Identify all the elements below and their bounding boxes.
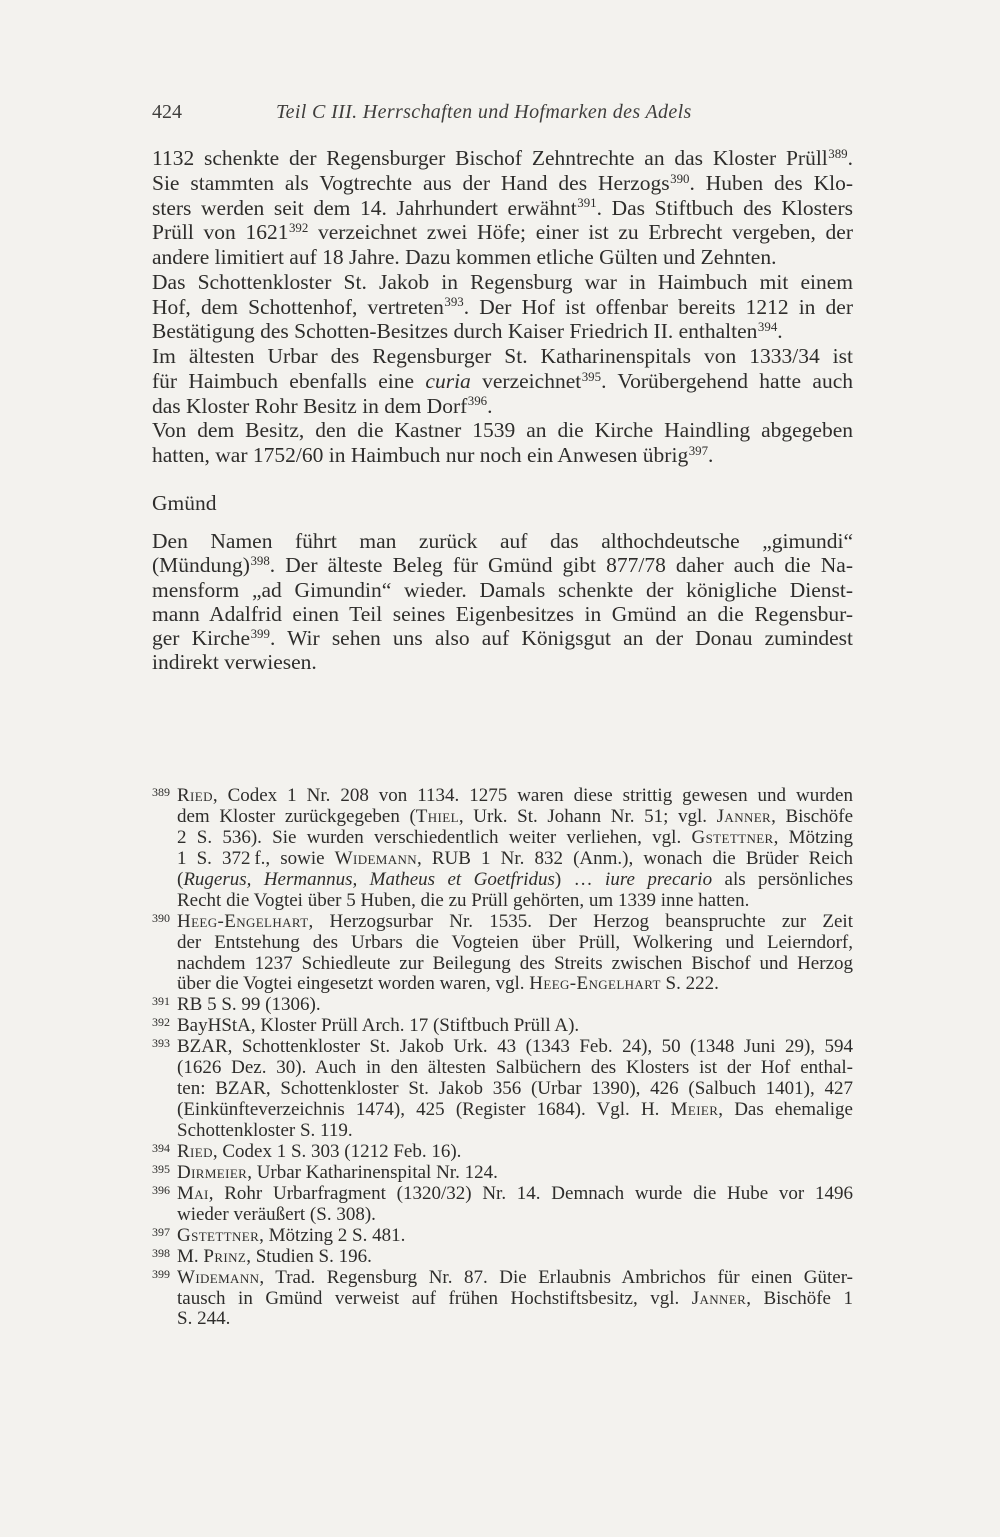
text-run: , Das ehemalige [718, 1099, 853, 1121]
text-line [152, 1205, 853, 1226]
text-line [152, 1268, 853, 1289]
text-run: , Urbar Katharinenspital Nr. 124. [247, 1161, 498, 1183]
text-run: S. 222. [660, 973, 719, 995]
text-run: Von dem Besitz, den die Kastner 1539 an die Kirche Haindling abgegeben [152, 418, 853, 443]
text-line [152, 1247, 853, 1268]
footnote-number: 390 [152, 910, 170, 925]
text-line [152, 1058, 853, 1079]
text-line [152, 418, 853, 443]
text-line [152, 245, 853, 270]
author-name: Heeg-Engelhart [177, 910, 309, 932]
text-run: für Haimbuch ebenfalls eine [152, 368, 426, 393]
footnote-number: 391 [152, 994, 170, 1009]
author-name: Ried [177, 785, 213, 806]
text-run: , Codex 1 Nr. 208 von 1134. 1275 waren diese strittig gewesen und wurden [212, 785, 853, 806]
author-name: Prinz [203, 1245, 247, 1267]
text-line [152, 933, 853, 954]
running-header [152, 99, 853, 125]
paragraph [152, 529, 853, 675]
footnote-number: 397 [152, 1224, 170, 1239]
footnote-reference: 391 [577, 196, 597, 211]
section-text [152, 529, 853, 675]
text-line [152, 870, 853, 891]
text-line [152, 1016, 853, 1037]
text-line [152, 1100, 853, 1121]
text-line [152, 954, 853, 975]
text-run: 1 S. 372 f., sowie [177, 847, 335, 869]
section-heading: Gmünd [152, 491, 217, 515]
text-line [152, 626, 853, 650]
footnote-reference: 392 [288, 221, 309, 236]
text-line [152, 1184, 853, 1205]
italic-text: curia [425, 368, 471, 393]
text-line [152, 369, 853, 394]
footnote-number: 392 [152, 1015, 170, 1030]
author-name: Janner [716, 805, 772, 827]
text-line [152, 553, 853, 577]
text-run: . Huben des Klo- [689, 170, 853, 195]
text-line [152, 849, 853, 870]
text-run: , Trad. Regensburg Nr. 87. Die Erlaubnis Ambrichos für einen Güter- [259, 1266, 853, 1288]
text-run: . Vorübergehend hatte auch [601, 368, 854, 393]
footnote-reference: 389 [828, 146, 848, 161]
footnote [152, 1163, 853, 1184]
author-name: Thiel [415, 805, 459, 827]
text-line [152, 319, 853, 344]
paragraph [152, 418, 853, 468]
author-name: Heeg-Engelhart [529, 973, 661, 995]
text-run: Sie stammten als Vogtrechte aus der Hand des Herzogs [152, 170, 670, 195]
author-name: Meier [670, 1099, 719, 1121]
text-run: (Mündung) [152, 553, 250, 578]
main-text [152, 146, 853, 468]
text-run: . [708, 443, 714, 467]
author-name: Mai [177, 1182, 209, 1204]
text-run: RB 5 S. 99 (1306). [177, 994, 321, 1016]
text-run: . [777, 319, 783, 344]
footnote [152, 1184, 853, 1226]
text-line [152, 1142, 853, 1163]
author-name: Dirmeier [177, 1161, 248, 1183]
text-line [152, 1037, 853, 1058]
text-run: . [847, 146, 853, 170]
text-line [152, 295, 853, 320]
text-run: ten: BZAR, Schottenkloster St. Jakob 356 (Urbar 1390), 426 (Salbuch 1401), 427 [177, 1078, 853, 1100]
text-run: Schottenkloster S. 119. [177, 1120, 353, 1141]
text-run: 1132 schenkte der Regensburger Bischof Zehntrechte an das Kloster Prüll [152, 146, 828, 170]
text-run: Das Schottenkloster St. Jakob in Regensburg war in Haimbuch mit einem [152, 269, 853, 294]
text-run: , Herzogsurbar Nr. 1535. Der Herzog beanspruchte zur Zeit [308, 910, 853, 932]
footnote-reference: 395 [581, 369, 602, 384]
text-run: , Mötzing [773, 826, 854, 848]
footnote [152, 1037, 853, 1142]
footnote-reference: 390 [670, 171, 690, 186]
text-run: BayHStA, Kloster Prüll Arch. 17 (Stiftbuch Prüll A). [177, 1015, 580, 1037]
text-line [152, 171, 853, 196]
text-line [152, 912, 853, 933]
footnote-number: 393 [152, 1036, 170, 1051]
text-line [152, 1079, 853, 1100]
text-line [152, 220, 853, 245]
author-name: Gstettner [691, 826, 774, 848]
footnote [152, 995, 853, 1016]
text-line [152, 891, 853, 912]
text-run: verzeichnet [470, 368, 582, 393]
text-run: Recht die Vogtei über 5 Huben, die zu Prüll gehörten, um 1339 inne hatten. [177, 889, 750, 911]
text-line [152, 443, 853, 468]
text-run: , Codex 1 S. 303 (1212 Feb. 16). [212, 1140, 462, 1162]
footnotes [152, 786, 853, 1330]
text-line [152, 196, 853, 221]
footnote-reference: 396 [467, 394, 488, 409]
text-run: dem Kloster zurückgegeben ( [177, 805, 416, 827]
footnote [152, 1268, 853, 1331]
text-run: , Bischöfe [771, 805, 854, 827]
text-line [152, 650, 853, 674]
text-run: , Urk. St. Johann Nr. 51; vgl. [458, 805, 717, 827]
text-line [152, 1309, 853, 1330]
author-name: Janner [691, 1287, 747, 1309]
text-run: Hof, dem Schottenhof, vertreten [152, 294, 444, 319]
text-run: (1626 Dez. 30). Auch in den ältesten Salbüchern des Klosters ist der Hof enthal- [177, 1057, 853, 1079]
text-run: , RUB 1 Nr. 832 (Anm.), wonach die Brüder Reich [417, 847, 853, 869]
author-name: Gstettner [177, 1224, 260, 1246]
text-run: . Das Stiftbuch des Klosters [596, 195, 853, 220]
text-run: verzeichnet zwei Höfe; einer ist zu Erbrecht vergeben, der [308, 220, 853, 245]
text-run: ) … [554, 868, 606, 890]
text-run: S. 244. [177, 1308, 231, 1330]
page-number: 424 [152, 101, 182, 123]
footnote-number: 399 [152, 1266, 170, 1281]
footnote [152, 786, 853, 912]
text-run: ( [177, 868, 184, 890]
text-run: wieder veräußert (S. 308). [177, 1203, 376, 1225]
text-run: Im ältesten Urbar des Regensburger St. Katharinenspitals von 1333/34 ist [152, 344, 853, 368]
text-run: , Rohr Urbarfragment (1320/32) Nr. 14. Demnach wurde die Hube vor 1496 [208, 1182, 853, 1204]
footnote [152, 1142, 853, 1163]
footnote-number: 396 [152, 1182, 170, 1197]
text-run: als persönliches [712, 868, 853, 890]
text-run: der Entstehung des Urbars die Vogteien über Prüll, Wolkering und Leierndorf, [177, 931, 853, 953]
text-line [152, 344, 853, 369]
text-run: , Bischöfe 1 [746, 1287, 853, 1309]
text-line [152, 1289, 853, 1310]
text-line [152, 602, 853, 626]
text-run: über die Vogtei eingesetzt worden waren, vgl. [177, 973, 530, 995]
text-run: ger Kirche [152, 626, 251, 650]
text-line [152, 1226, 853, 1247]
text-run: Prüll von 1621 [152, 220, 289, 245]
footnote-number: 395 [152, 1161, 170, 1176]
text-run: mann Adalfrid einen Teil seines Eigenbesitzes in Gmünd an die Regensbur- [152, 601, 853, 626]
text-run: tausch in Gmünd verweist auf frühen Hochstiftsbesitz, vgl. [177, 1287, 692, 1309]
footnote [152, 912, 853, 996]
paragraph [152, 270, 853, 344]
text-line [152, 1163, 853, 1184]
text-run: 2 S. 536). Sie wurden verschiedentlich weiter verliehen, vgl. [177, 826, 692, 848]
text-line [152, 394, 853, 419]
text-line [152, 974, 853, 995]
text-line [152, 529, 853, 553]
text-run: . [487, 393, 493, 418]
text-line [152, 807, 853, 828]
footnote [152, 1247, 853, 1268]
paragraph [152, 146, 853, 270]
text-line [152, 146, 853, 171]
text-run: andere limitiert auf 18 Jahre. Dazu kommen etliche Gülten und Zehnten. [152, 245, 777, 269]
text-run: nachdem 1237 Schiedleute zur Beilegung des Streits zwischen Bischof und Herzog [177, 952, 853, 974]
text-run: , Mötzing 2 S. 481. [259, 1224, 406, 1246]
footnote-reference: 399 [250, 626, 270, 641]
text-run: Den Namen führt man zurück auf das althochdeutsche „gimundi“ [152, 529, 853, 553]
footnote-number: 398 [152, 1245, 170, 1260]
text-line [152, 786, 853, 807]
footnote-number: 394 [152, 1140, 170, 1155]
text-run: hatten, war 1752/60 in Haimbuch nur noch ein Anwesen übrig [152, 443, 689, 467]
paragraph [152, 344, 853, 418]
footnote [152, 1016, 853, 1037]
author-name: Widemann [177, 1266, 260, 1288]
text-run: . Wir sehen uns also auf Königsgut an der Donau zumindest [269, 626, 853, 650]
text-run: . Der Hof ist offenbar bereits 1212 in der [463, 294, 854, 319]
footnote-reference: 397 [688, 443, 709, 458]
text-run: indirekt verwiesen. [152, 650, 317, 675]
author-name: Ried [177, 1140, 213, 1162]
author-name: Widemann [334, 847, 418, 869]
text-line [152, 578, 853, 602]
italic-text: Rugerus, Hermannus, Matheus et Goetfridus [183, 868, 555, 890]
footnote [152, 1226, 853, 1247]
text-run: (Einkünfteverzeichnis 1474), 425 (Register 1684). Vgl. H. [177, 1099, 671, 1121]
footnote-reference: 394 [757, 320, 778, 335]
running-title: Teil C III. Herrschaften und Hofmarken des Adels [276, 101, 692, 123]
footnote-reference: 393 [444, 295, 464, 310]
text-run: M. [177, 1245, 204, 1267]
text-line [152, 1121, 853, 1142]
text-run: das Kloster Rohr Besitz in dem Dorf [152, 393, 468, 418]
text-run: Bestätigung des Schotten-Besitzes durch Kaiser Friedrich II. enthalten [152, 319, 758, 344]
footnote-number: 389 [152, 785, 170, 799]
text-run: mensform „ad Gimundin“ wieder. Damals schenkte der königliche Dienst- [152, 577, 853, 602]
footnote-reference: 398 [250, 554, 270, 569]
text-line [152, 828, 853, 849]
text-run: . Der älteste Beleg für Gmünd gibt 877/78 daher auch die Na- [269, 553, 853, 578]
text-run: , Studien S. 196. [246, 1245, 372, 1267]
text-line [152, 995, 853, 1016]
italic-text: iure precario [605, 868, 713, 890]
text-line [152, 270, 853, 295]
text-run: BZAR, Schottenkloster St. Jakob Urk. 43 (1343 Feb. 24), 50 (1348 Juni 29), 594 [177, 1036, 853, 1058]
text-run: sters werden seit dem 14. Jahrhundert erwähnt [152, 195, 577, 220]
